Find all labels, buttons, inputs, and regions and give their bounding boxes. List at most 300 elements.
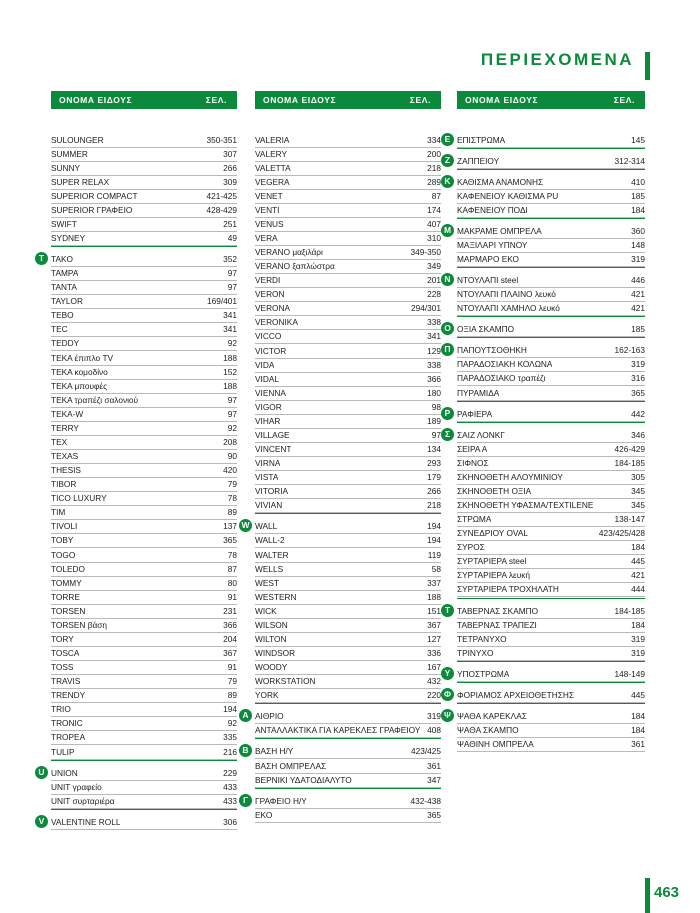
item-name: ΨΑΘΙΝΗ ΟΜΠΡΕΛΑ <box>457 739 534 750</box>
item-page: 220 <box>427 690 441 701</box>
item-page: 310 <box>427 232 441 243</box>
item-name: VIDAL <box>255 373 279 384</box>
item-page: 446 <box>631 275 645 286</box>
index-row <box>51 604 237 619</box>
index-column-1 <box>38 91 237 827</box>
index-row <box>457 737 645 752</box>
item-page: 79 <box>227 479 237 490</box>
index-row <box>241 519 441 534</box>
group-divider <box>255 513 441 514</box>
index-row <box>255 273 441 288</box>
index-row <box>457 386 645 401</box>
index-row <box>255 723 441 738</box>
item-page: 200 <box>427 148 441 159</box>
item-page: 421 <box>631 570 645 581</box>
index-row <box>51 660 237 675</box>
item-name: ΨΑΘΑ ΣΚΑΜΠΟ <box>457 725 519 736</box>
item-page: 361 <box>631 739 645 750</box>
item-name: ΤΡΙΝΥΧΟ <box>457 647 494 658</box>
letter-marker-icon: Σ <box>441 428 454 441</box>
item-name: ΥΠΟΣΤΡΩΜΑ <box>457 668 510 679</box>
item-page: 319 <box>427 711 441 722</box>
group-divider <box>457 316 645 317</box>
letter-marker-icon: V <box>35 815 48 828</box>
item-name: ΣΥΡΤΑΡΙΕΡΑ ΤΡΟΧΗΛΑΤΗ <box>457 584 559 595</box>
item-name: TEKA έπιπλο TV <box>51 352 114 363</box>
index-row <box>51 407 237 422</box>
item-name: VIVIAN <box>255 500 283 511</box>
index-row <box>51 217 237 232</box>
item-page: 97 <box>227 282 237 293</box>
item-page: 361 <box>427 760 441 771</box>
letter-marker-icon: Y <box>441 667 454 680</box>
index-row <box>51 336 237 351</box>
item-name: WALTER <box>255 549 289 560</box>
index-row <box>255 660 441 675</box>
item-name: ΣΑΙΖ ΛΟΝΚΓ <box>457 429 505 440</box>
index-row <box>51 294 237 309</box>
item-page: 92 <box>227 422 237 433</box>
index-row <box>242 744 441 759</box>
index-row <box>51 147 237 162</box>
index-row <box>255 161 441 176</box>
index-row <box>444 322 645 337</box>
item-page: 97 <box>227 394 237 405</box>
item-name: TROPEA <box>51 732 86 743</box>
item-name: ΝΤΟΥΛΑΠΙ ΧΑΜΗΛΟ λευκό <box>457 303 560 314</box>
letter-marker-icon: U <box>35 766 48 779</box>
index-row <box>51 745 237 760</box>
item-name: VIGOR <box>255 401 282 412</box>
index-row <box>444 154 645 169</box>
index-row <box>242 794 441 809</box>
letter-marker-icon: Γ <box>239 794 252 807</box>
item-page: 420 <box>223 465 237 476</box>
index-row <box>255 808 441 823</box>
item-name: VERA <box>255 232 278 243</box>
group-divider <box>51 246 237 247</box>
item-name: VIHAR <box>255 415 281 426</box>
item-name: ΒΕΡΝΙΚΙ ΥΔΑΤΟΔΙΑΛΥΤΟ <box>255 774 352 785</box>
item-page: 335 <box>223 732 237 743</box>
item-name: ΟΞΙΑ ΣΚΑΜΠΟ <box>457 324 515 335</box>
index-row <box>255 175 441 190</box>
item-page: 349-350 <box>410 247 441 258</box>
index-row <box>51 674 237 689</box>
item-page: 289 <box>427 176 441 187</box>
item-page: 428-429 <box>206 204 237 215</box>
item-name: ΑΙΘΡΙΟ <box>255 711 284 722</box>
index-row <box>38 252 237 267</box>
index-row <box>457 189 645 204</box>
item-page: 433 <box>223 781 237 792</box>
letter-marker-icon: W <box>239 519 252 532</box>
item-page: 251 <box>223 218 237 229</box>
item-page: 366 <box>223 619 237 630</box>
index-row <box>255 498 441 513</box>
item-name: VENUS <box>255 218 284 229</box>
item-page: 216 <box>223 746 237 757</box>
item-name: VALERY <box>255 148 287 159</box>
item-name: ΣΚΗΝΟΘΕΤΗ ΥΦΑΣΜΑ/TEXTILENE <box>457 500 594 511</box>
index-row <box>255 372 441 387</box>
item-name: TEKA τραπέζι σαλονιού <box>51 394 139 405</box>
index-row <box>444 407 645 422</box>
item-page: 184-185 <box>614 605 645 616</box>
item-page: 127 <box>427 633 441 644</box>
index-row <box>51 393 237 408</box>
item-name: SUPERIOR ΓΡΑΦΕΙΟ <box>51 204 133 215</box>
item-page: 194 <box>223 704 237 715</box>
group-divider <box>255 788 441 789</box>
group-divider <box>255 703 441 704</box>
item-name: ΝΤΟΥΛΑΠΙ steel <box>457 275 519 286</box>
page-title: ΠΕΡΙΕΧΟΜΕΝΑ <box>480 50 634 69</box>
item-page: 349 <box>427 261 441 272</box>
item-page: 334 <box>427 134 441 145</box>
item-name: VERONIKA <box>255 317 298 328</box>
item-name: VALERIA <box>255 134 290 145</box>
index-row <box>255 315 441 330</box>
item-page: 145 <box>631 134 645 145</box>
item-name: ΡΑΦΙΕΡΑ <box>457 408 493 419</box>
item-name: VERDI <box>255 275 281 286</box>
index-row <box>51 491 237 506</box>
index-row <box>255 358 441 373</box>
index-row <box>51 519 237 534</box>
letter-marker-icon: Φ <box>441 688 454 701</box>
item-name: SUMMER <box>51 148 88 159</box>
header-page: ΣΕΛ. <box>613 95 635 105</box>
index-row <box>255 301 441 316</box>
item-page: 92 <box>227 338 237 349</box>
index-row <box>51 421 237 436</box>
group-divider <box>51 760 237 761</box>
index-row <box>457 470 645 485</box>
item-page: 293 <box>427 458 441 469</box>
item-page: 367 <box>427 619 441 630</box>
item-page: 189 <box>427 415 441 426</box>
item-page: 194 <box>427 521 441 532</box>
index-column-3 <box>443 91 645 750</box>
item-page: 365 <box>223 535 237 546</box>
item-name: VERON <box>255 289 285 300</box>
item-page: 423/425 <box>411 746 441 757</box>
index-row <box>51 576 237 591</box>
index-row <box>457 252 645 267</box>
index-row <box>255 344 441 359</box>
item-page: 97 <box>227 408 237 419</box>
item-name: TIBOR <box>51 479 77 490</box>
group-divider <box>255 738 441 739</box>
item-name: ΤΑΒΕΡΝΑΣ ΣΚΑΜΠΟ <box>457 605 539 616</box>
item-page: 445 <box>631 689 645 700</box>
group-divider <box>457 682 645 683</box>
index-row <box>38 815 237 830</box>
index-row <box>51 231 237 246</box>
index-row <box>51 322 237 337</box>
group-divider <box>457 598 645 599</box>
item-page: 162-163 <box>614 345 645 356</box>
item-page: 78 <box>227 549 237 560</box>
page-number: 463 <box>654 884 680 901</box>
index-row <box>38 766 237 781</box>
item-page: 445 <box>631 556 645 567</box>
item-name: ΦΟΡΙΑΜΟΣ ΑΡΧΕΙΟΘΕΤΗΣΗΣ <box>457 689 574 700</box>
item-page: 444 <box>631 584 645 595</box>
index-row <box>457 723 645 738</box>
item-page: 229 <box>223 767 237 778</box>
item-name: VENET <box>255 190 283 201</box>
item-page: 350-351 <box>206 134 237 145</box>
item-name: ΒΑΣΗ Η/Υ <box>255 746 294 757</box>
item-name: ΣΚΗΝΟΘΕΤΗ ΑΛΟΥΜΙΝΙΟΥ <box>457 471 563 482</box>
item-name: SUPER RELAX <box>51 176 110 187</box>
item-name: TEKA κομοδίνο <box>51 366 108 377</box>
index-row <box>457 554 645 569</box>
item-name: TAYLOR <box>51 296 83 307</box>
item-name: WILTON <box>255 633 287 644</box>
item-name: SUPERIOR COMPACT <box>51 190 138 201</box>
item-page: 91 <box>227 591 237 602</box>
item-name: ΚΑΦΕΝΕΙΟΥ ΠΟΔΙ <box>457 204 528 215</box>
item-name: WOODY <box>255 662 288 673</box>
item-page: 184 <box>631 725 645 736</box>
item-page: 97 <box>227 268 237 279</box>
index-row <box>51 379 237 394</box>
index-row <box>255 147 441 162</box>
item-page: 306 <box>223 816 237 827</box>
group-divider <box>457 422 645 423</box>
index-row <box>51 632 237 647</box>
index-row <box>255 576 441 591</box>
item-name: ΠΑΠΟΥΤΣΟΘΗΚΗ <box>457 345 527 356</box>
letter-marker-icon: Ψ <box>441 709 454 722</box>
index-row <box>51 505 237 520</box>
item-page: 319 <box>631 359 645 370</box>
item-page: 185 <box>631 324 645 335</box>
item-name: ΠΑΡΑΔΟΣΙΑΚΟ τραπέζι <box>457 373 546 384</box>
item-page: 341 <box>223 324 237 335</box>
header-item-name: ΟΝΟΜΑ ΕΙΔΟΥΣ <box>465 95 539 105</box>
item-name: TRENDY <box>51 690 86 701</box>
item-page: 204 <box>223 633 237 644</box>
item-name: WEST <box>255 577 279 588</box>
index-row <box>457 203 645 218</box>
index-row <box>457 618 645 633</box>
item-page: 98 <box>431 401 441 412</box>
item-name: VITORIA <box>255 486 289 497</box>
item-page: 92 <box>227 718 237 729</box>
item-page: 167 <box>427 662 441 673</box>
item-page: 319 <box>631 253 645 264</box>
index-row <box>444 175 645 190</box>
item-name: WORKSTATION <box>255 676 316 687</box>
index-row <box>255 203 441 218</box>
item-name: ΖΑΠΠΕΙΟΥ <box>457 155 500 166</box>
item-page: 312-314 <box>614 155 645 166</box>
item-page: 421-425 <box>206 190 237 201</box>
item-name: ΣΤΡΩΜΑ <box>457 514 492 525</box>
header-page: ΣΕΛ. <box>409 95 431 105</box>
item-name: TRONIC <box>51 718 83 729</box>
item-name: TIVOLI <box>51 521 78 532</box>
item-page: 80 <box>227 577 237 588</box>
index-row <box>51 365 237 380</box>
letter-marker-icon: P <box>441 407 454 420</box>
item-page: 432-438 <box>410 795 441 806</box>
index-row <box>255 442 441 457</box>
item-name: ΠΥΡΑΜΙΔΑ <box>457 387 500 398</box>
index-row <box>51 794 237 809</box>
item-name: SWIFT <box>51 218 77 229</box>
index-row <box>457 526 645 541</box>
index-row <box>51 590 237 605</box>
item-page: 138-147 <box>614 514 645 525</box>
item-page: 79 <box>227 676 237 687</box>
item-name: YORK <box>255 690 279 701</box>
item-name: TORY <box>51 633 74 644</box>
index-row <box>255 456 441 471</box>
item-page: 307 <box>223 148 237 159</box>
header-item-name: ΟΝΟΜΑ ΕΙΔΟΥΣ <box>59 95 133 105</box>
index-row <box>51 646 237 661</box>
index-row <box>457 287 645 302</box>
letter-marker-icon: A <box>239 709 252 722</box>
index-row <box>255 773 441 788</box>
group-divider <box>457 703 645 704</box>
item-name: WESTERN <box>255 591 297 602</box>
letter-marker-icon: O <box>441 322 454 335</box>
item-page: 218 <box>427 162 441 173</box>
index-row <box>457 498 645 513</box>
item-name: ΣΙΦΝΟΣ <box>457 457 489 468</box>
item-name: ΚΑΘΙΣΜΑ ΑΝΑΜΟΝΗΣ <box>457 176 544 187</box>
item-page: 184 <box>631 710 645 721</box>
column-header <box>51 91 237 109</box>
index-row <box>51 618 237 633</box>
item-name: TAKO <box>51 254 73 265</box>
index-row <box>51 175 237 190</box>
index-row <box>457 456 645 471</box>
item-name: TANTA <box>51 282 77 293</box>
item-page: 266 <box>223 162 237 173</box>
item-page: 184-185 <box>614 457 645 468</box>
index-row <box>51 716 237 731</box>
item-name: ΤΑΒΕΡΝΑΣ ΤΡΑΠΕΖΙ <box>457 619 537 630</box>
header-page: ΣΕΛ. <box>205 95 227 105</box>
index-row <box>457 484 645 499</box>
item-page: 201 <box>427 275 441 286</box>
group-divider <box>457 337 645 338</box>
index-row <box>51 688 237 703</box>
index-row <box>457 632 645 647</box>
item-page: 366 <box>427 373 441 384</box>
item-page: 129 <box>427 345 441 356</box>
index-row <box>457 646 645 661</box>
item-page: 119 <box>427 549 441 560</box>
index-row <box>255 590 441 605</box>
item-name: ΑΝΤΑΛΛΑΚΤΙΚΑ ΓΙΑ ΚΑΡΕΚΛΕΣ ΓΡΑΦΕΙΟΥ <box>255 725 421 736</box>
item-page: 305 <box>631 471 645 482</box>
item-page: 208 <box>223 436 237 447</box>
index-row <box>457 301 645 316</box>
index-row <box>255 604 441 619</box>
item-name: TEXAS <box>51 451 79 462</box>
index-row <box>51 463 237 478</box>
item-name: VALETTA <box>255 162 291 173</box>
item-name: TERRY <box>51 422 79 433</box>
item-name: TICO LUXURY <box>51 493 107 504</box>
index-row <box>51 280 237 295</box>
item-page: 352 <box>223 254 237 265</box>
item-page: 188 <box>427 591 441 602</box>
group-divider <box>457 267 645 268</box>
index-row <box>51 562 237 577</box>
item-name: TEX <box>51 436 68 447</box>
item-page: 433 <box>223 795 237 806</box>
page-number-block <box>645 878 700 913</box>
item-name: VIENNA <box>255 387 286 398</box>
index-row <box>255 470 441 485</box>
item-name: UNIT συρταριέρα <box>51 795 115 806</box>
item-name: ΜΑΚΡΑΜΕ ΟΜΠΡΕΛΑ <box>457 225 542 236</box>
item-name: TULIP <box>51 746 75 757</box>
item-name: ΣΥΝΕΔΡΙΟΥ OVAL <box>457 528 528 539</box>
item-name: TORRE <box>51 591 80 602</box>
item-name: VERANO μαξιλάρι <box>255 247 323 258</box>
item-page: 319 <box>631 633 645 644</box>
item-name: UNION <box>51 767 78 778</box>
item-name: ΒΑΣΗ ΟΜΠΡΕΛΑΣ <box>255 760 327 771</box>
column-header <box>255 91 441 109</box>
item-page: 89 <box>227 690 237 701</box>
item-page: 137 <box>223 521 237 532</box>
item-page: 151 <box>427 605 441 616</box>
item-name: THESIS <box>51 465 81 476</box>
index-row <box>457 238 645 253</box>
item-name: TOGO <box>51 549 76 560</box>
item-name: ΕΠΙΣΤΡΩΜΑ <box>457 134 506 145</box>
index-row <box>255 688 441 703</box>
item-page: 148-149 <box>614 668 645 679</box>
item-page: 228 <box>427 289 441 300</box>
letter-marker-icon: T <box>441 604 454 617</box>
item-page: 169/401 <box>207 296 237 307</box>
item-page: 49 <box>227 232 237 243</box>
index-row <box>242 709 441 724</box>
item-page: 345 <box>631 500 645 511</box>
item-page: 266 <box>427 486 441 497</box>
item-name: ΣΥΡΟΣ <box>457 542 485 553</box>
item-page: 152 <box>223 366 237 377</box>
item-page: 148 <box>631 239 645 250</box>
item-page: 345 <box>631 485 645 496</box>
item-page: 188 <box>223 352 237 363</box>
item-name: TEDDY <box>51 338 80 349</box>
index-row <box>255 231 441 246</box>
item-name: VERONA <box>255 303 291 314</box>
index-row <box>255 414 441 429</box>
index-row <box>255 386 441 401</box>
index-row <box>51 435 237 450</box>
index-row <box>457 357 645 372</box>
item-name: ΣΥΡΤΑΡΙΕΡΑ λευκή <box>457 570 531 581</box>
item-name: ΣΚΗΝΟΘΕΤΗ ΟΞΙΑ <box>457 485 532 496</box>
item-name: TOMMY <box>51 577 82 588</box>
item-name: TOSCA <box>51 648 80 659</box>
item-page: 341 <box>223 310 237 321</box>
